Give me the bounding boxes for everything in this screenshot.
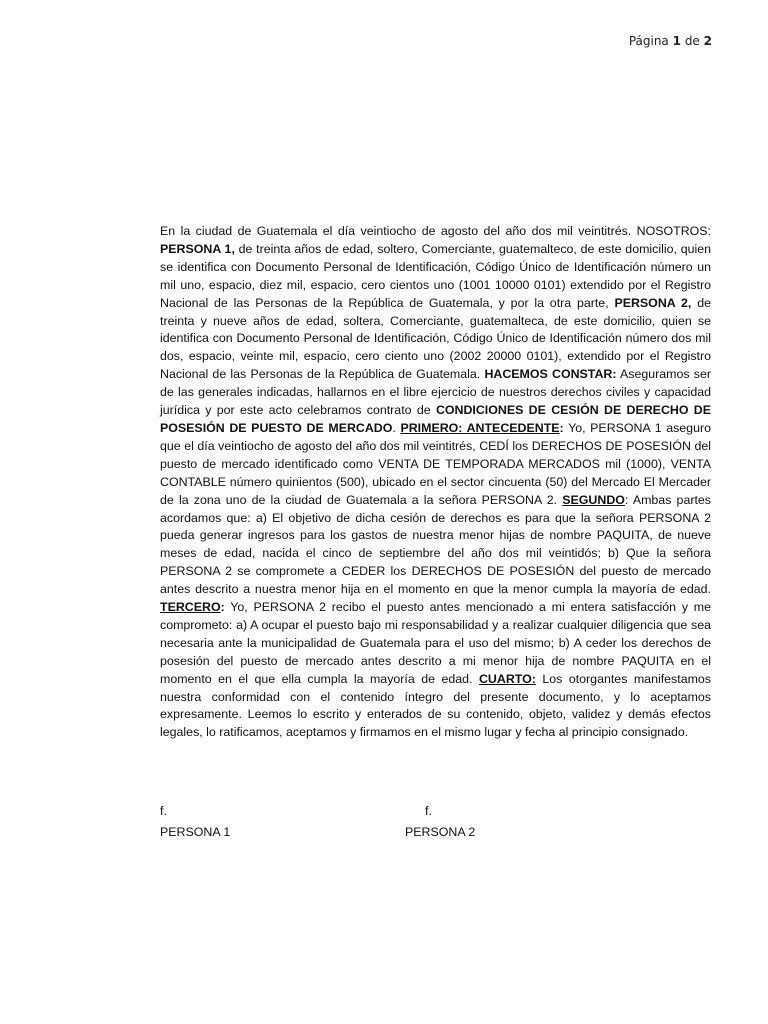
- contract-title: CONDICIONES DE CESIÓN DE DERECHO DE POSESIÓN DE PUESTO DE MERCADO: [160, 403, 711, 435]
- total-pages: 2: [703, 34, 712, 48]
- signature-block-persona-1: [160, 802, 230, 841]
- opening-text: En la ciudad de Guatemala el día veintiocho de agosto del año dos mil veintitrés. NOSOTROS:: [160, 224, 711, 238]
- clause-primero-text: Yo, PERSONA 1 aseguro que el día veintiocho de agosto del año dos mil veintitrés, CEDÍ los DERECHOS DE POSESIÓN del puesto de mercado identificado como VENTA DE TEMPORADA MERCADOS mil (1000), VENTA CONTABLE número quinientos (500), ubicado en el sector cincuenta (50) del Mercado El Mercader de la zona uno de la ciudad de Guatemala a la señora PERSONA 2.: [160, 420, 711, 507]
- signature-block-persona-2: [405, 802, 475, 841]
- clause-cuarto-text: Los otorgantes manifestamos nuestra conformidad con el contenido íntegro del presente documento, y lo aceptamos expresamente. Leemos lo escrito y enterados de su contenido, objeto, validez y demás efectos legales, lo ratificamos, aceptamos y firmamos en el mismo lugar y fecha al principio consignado.: [160, 671, 711, 740]
- party-1-name: PERSONA 1,: [160, 241, 235, 256]
- signature-name: PERSONA 2: [405, 825, 476, 839]
- party-1-details: de treinta años de edad, soltero, Comerciante, guatemalteco, de este domicilio, quien se identifica con Documento Personal de Identificación, Código Único de Identificación número un mil uno, espacio, diez mil, espacio, cero cientos uno (1001 10000 0101) extendido por el Registro Nacional de las Personas de la República de Guatemala, y por la otra parte,: [160, 241, 712, 310]
- clause-segundo-heading: SEGUNDO: [562, 492, 625, 507]
- page-number: [629, 34, 712, 48]
- hacemos-constar-heading: HACEMOS CONSTAR:: [484, 367, 617, 382]
- current-page: 1: [672, 34, 681, 48]
- party-2-name: PERSONA 2,: [614, 295, 692, 310]
- clause-primero-heading: PRIMERO: ANTECEDENTE: [400, 420, 560, 435]
- signature-name: PERSONA 1: [160, 825, 231, 839]
- clause-tercero-text: Yo, PERSONA 2 recibo el puesto antes mencionado a mi entera satisfacción y me comprometo: a) A ocupar el puesto bajo mi responsabilidad y a realizar cualquier diligencia que sea necesaria ante la municipalidad de Guatemala para el uso del mismo; b) A ceder los derechos de posesión del puesto de mercado antes descrito a mi menor hija de nombre PAQUITA en el momento en el que ella cumpla la mayoría de edad.: [160, 600, 711, 686]
- party-2-details: de treinta y nueve años de edad, soltera, Comerciante, guatemalteca, de este domicilio, quien se identifica con Documento Personal de Identificación, Código Único de Identificación número dos mil dos, espacio, veinte mil, espacio, cero ciento uno (2002 20000 0101), extendido por el Registro Nacional de las Personas de la República de Guatemala.: [160, 295, 711, 382]
- page-label: Página: [628, 34, 669, 48]
- clause-segundo-text: : Ambas partes acordamos que: a) El objetivo de dicha cesión de derechos es para que la señora PERSONA 2 pueda generar ingresos para los gastos de nuestra menor hijas de nombre PAQUITA, de nueve meses de edad, nacida el cinco de septiembre del año dos mil veintidós; b) Que la señora PERSONA 2 se compromete a CEDER los DERECHOS DE POSESIÓN del puesto de mercado antes descrito a nuestra menor hija en el momento en que la menor cumpla la mayoría de edad.: [160, 492, 711, 597]
- clause-cuarto-heading: CUARTO:: [478, 671, 536, 686]
- contract-title-period: .: [392, 420, 396, 435]
- contract-body: [160, 223, 711, 742]
- clause-tercero-heading: TERCERO: [160, 600, 221, 615]
- page-of: de: [684, 34, 700, 48]
- clause-tercero-colon: :: [220, 600, 225, 615]
- declaration-text: Aseguramos ser de las generales indicadas, hallarnos en el libre ejercicio de nuestros derechos civiles y capacidad jurídica y por este acto celebramos contrato de: [160, 367, 711, 418]
- signature-mark: f.: [425, 804, 432, 818]
- clause-primero-colon: :: [559, 420, 564, 435]
- signature-mark: f.: [160, 804, 167, 818]
